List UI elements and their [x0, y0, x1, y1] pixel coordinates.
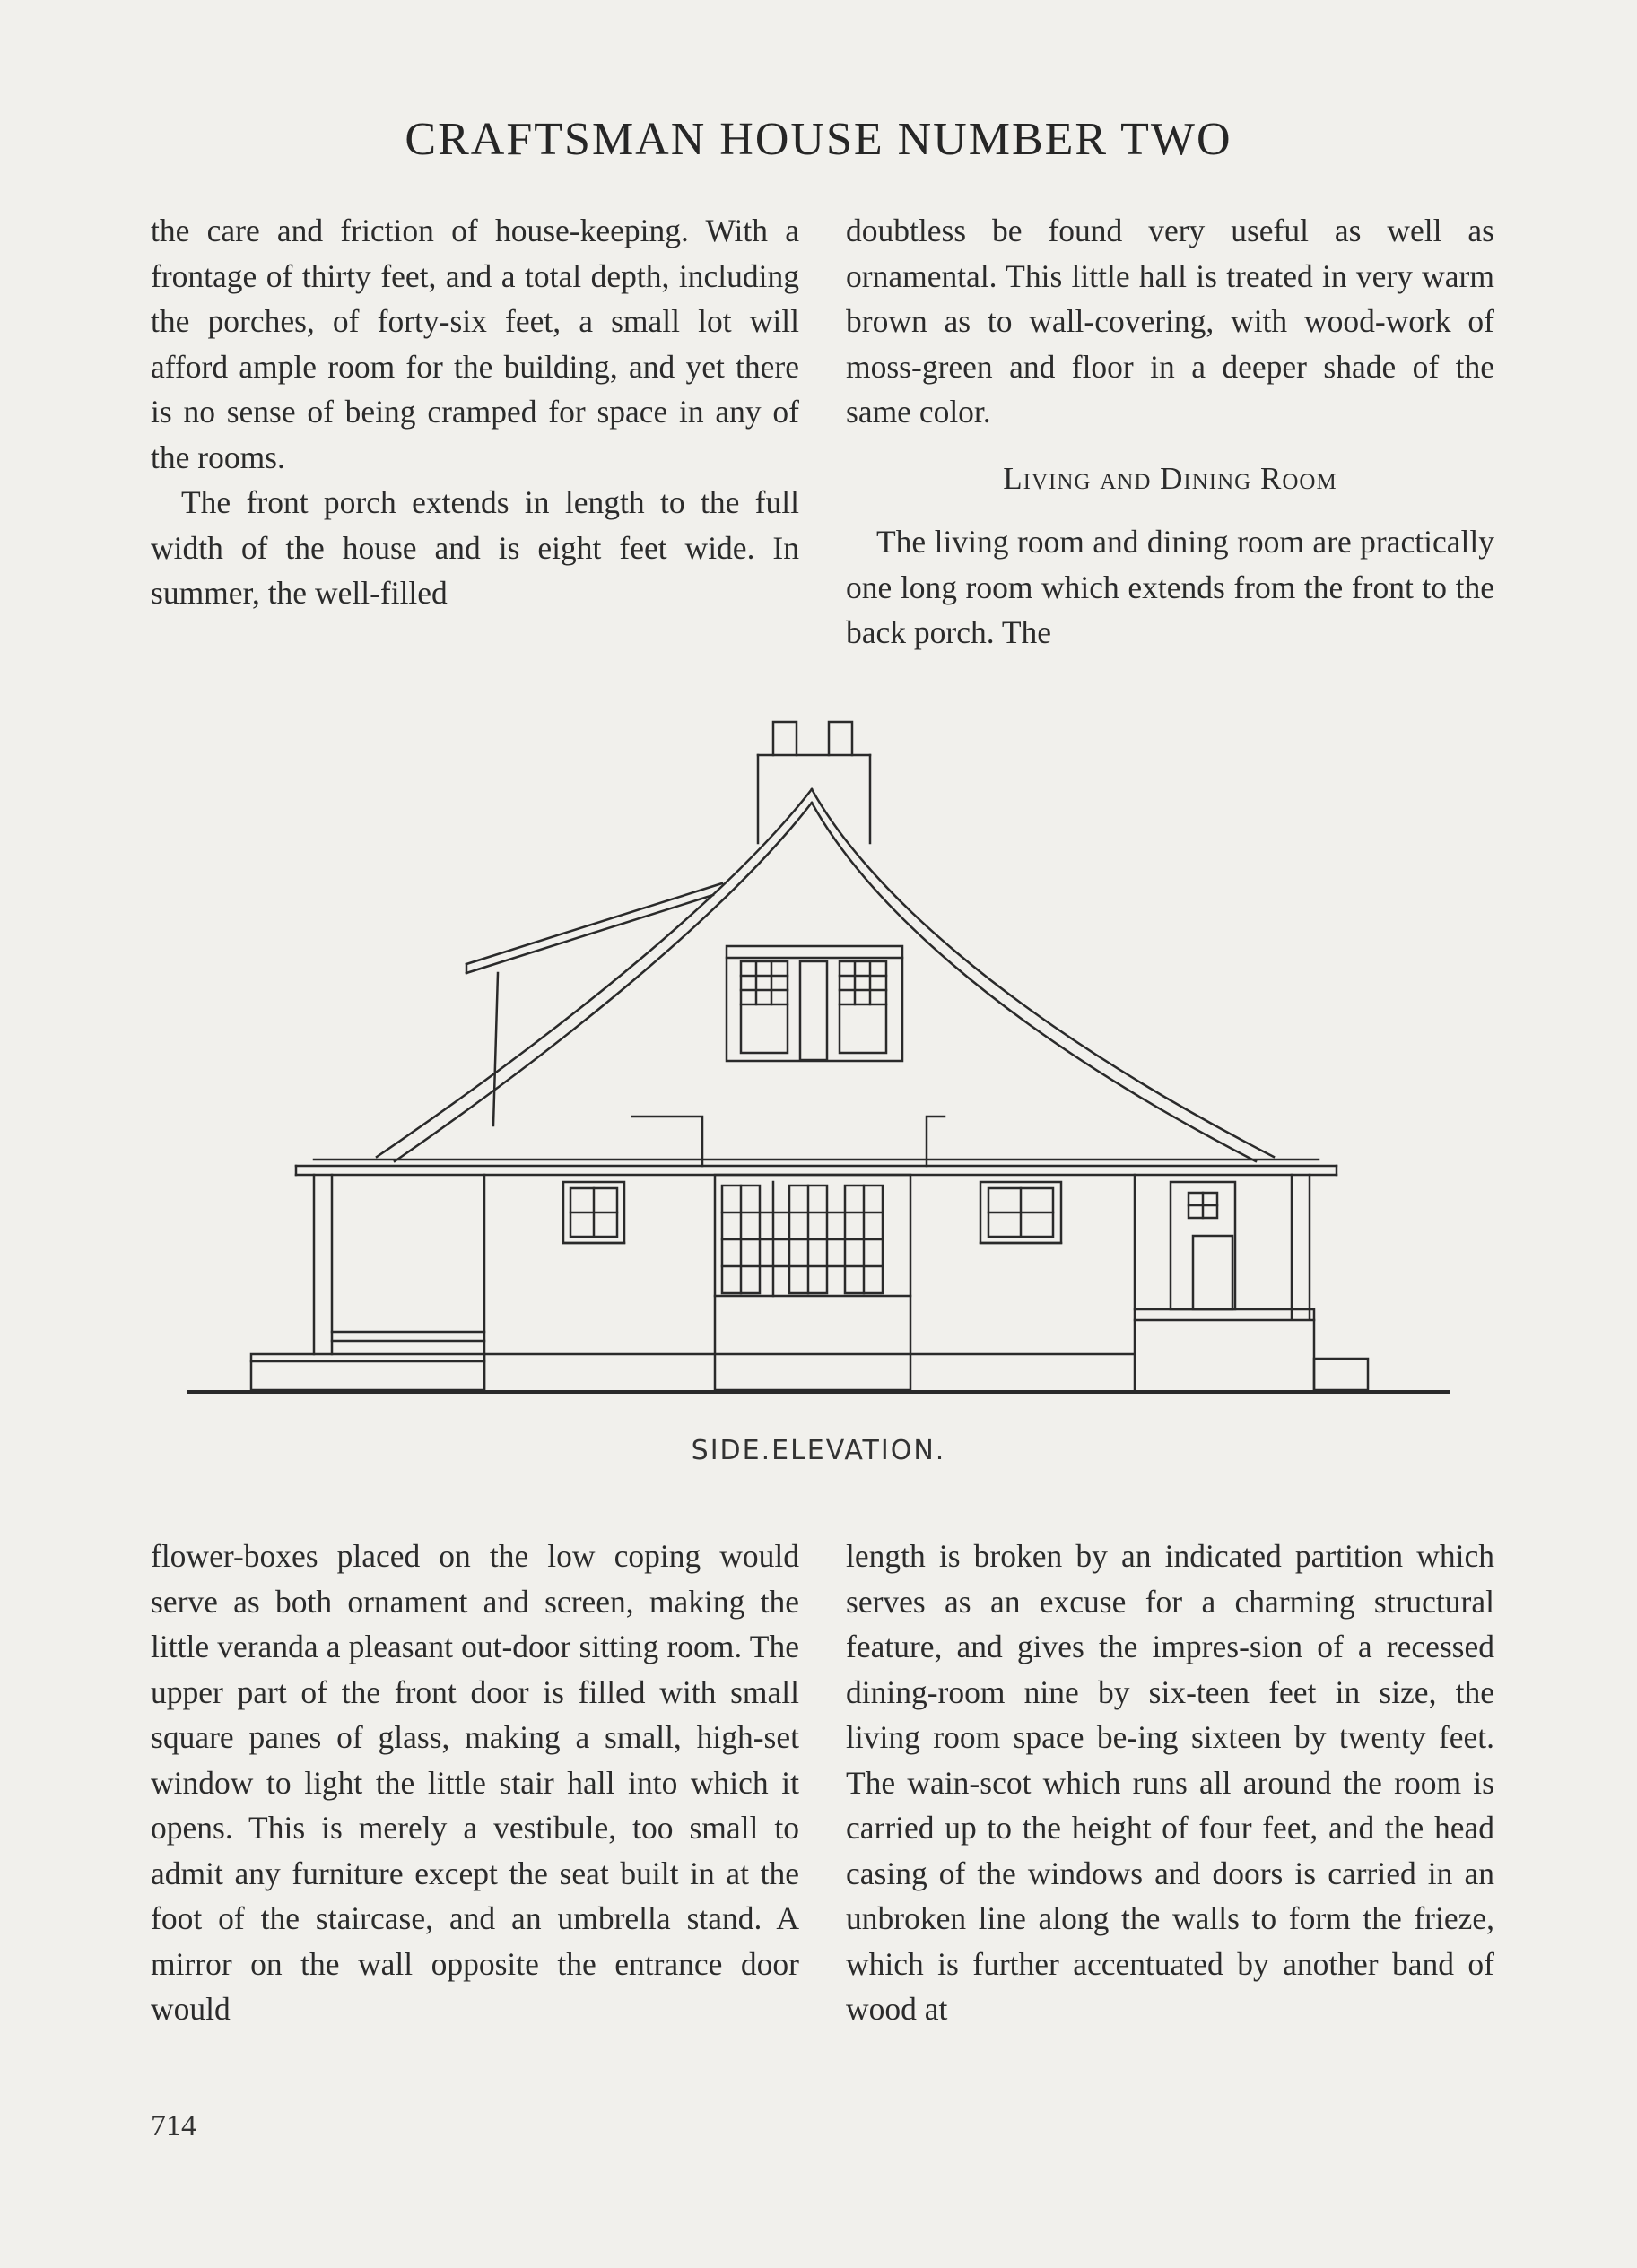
paragraph: The front porch extends in length to the full width of the house and is eight feet wide. In summer, the well-filled	[151, 484, 799, 611]
paragraph: length is broken by an indicated partition which serves as an excuse for a charming structural feature, and gives the impres-sion of a recessed dining-room nine by six-teen feet in size, the living room space be-ing sixteen by twenty feet. The wain-scot which runs all around the room is carried up to the height of four feet, and the head casing of the windows and doors is carried in an unbroken line along the walls to form the frieze, which is further accentuated by another band of wood at	[846, 1538, 1494, 2027]
rear-roof	[466, 883, 722, 1125]
page-number: 714	[151, 2109, 196, 2142]
chimney	[758, 722, 870, 843]
bay-windows	[715, 1175, 910, 1390]
top-left-column	[151, 208, 799, 616]
section-subheading: Living and Dining Room	[1003, 460, 1337, 496]
bottom-right-column	[846, 1534, 1494, 2032]
page-title: CRAFTSMAN HOUSE NUMBER TWO	[405, 114, 1232, 165]
bottom-left-column	[151, 1534, 799, 2032]
side-elevation-drawing	[179, 708, 1462, 1480]
walls	[251, 1175, 1368, 1390]
small-window-left	[563, 1182, 624, 1243]
paragraph: flower-boxes placed on the low coping would serve as both ornament and screen, making the little veranda a pleasant out-door sitting room. The upper part of the front door is filled with small square panes of glass, making a small, high-set window to light the little stair hall into which it opens. This is merely a vestibule, too small to admit any furniture except the seat built in at the foot of the staircase, and an umbrella stand. A mirror on the wall opposite the entrance door would	[151, 1538, 799, 2027]
paragraph: The living room and dining room are practically one long room which extends from the front to the back porch. The	[846, 524, 1494, 650]
top-right-column	[846, 208, 1494, 656]
figure-caption: SIDE.ELEVATION.	[691, 1435, 946, 1466]
door	[1171, 1182, 1235, 1309]
main-roof	[296, 789, 1337, 1175]
small-window-right	[980, 1182, 1061, 1243]
paragraph: doubtless be found very useful as well as ornamental. This little hall is treated in very warm brown as to wall-covering, with wood-work of moss-green and floor in a deeper shade of the same color.	[846, 213, 1494, 430]
dormer-window	[727, 946, 902, 1061]
paragraph: the care and friction of house-keeping. With a frontage of thirty feet, and a total depth, including the porches, of forty-six feet, a small lot will afford ample room for the building, and yet there is no sense of being cramped for space in any of the rooms.	[151, 213, 799, 475]
